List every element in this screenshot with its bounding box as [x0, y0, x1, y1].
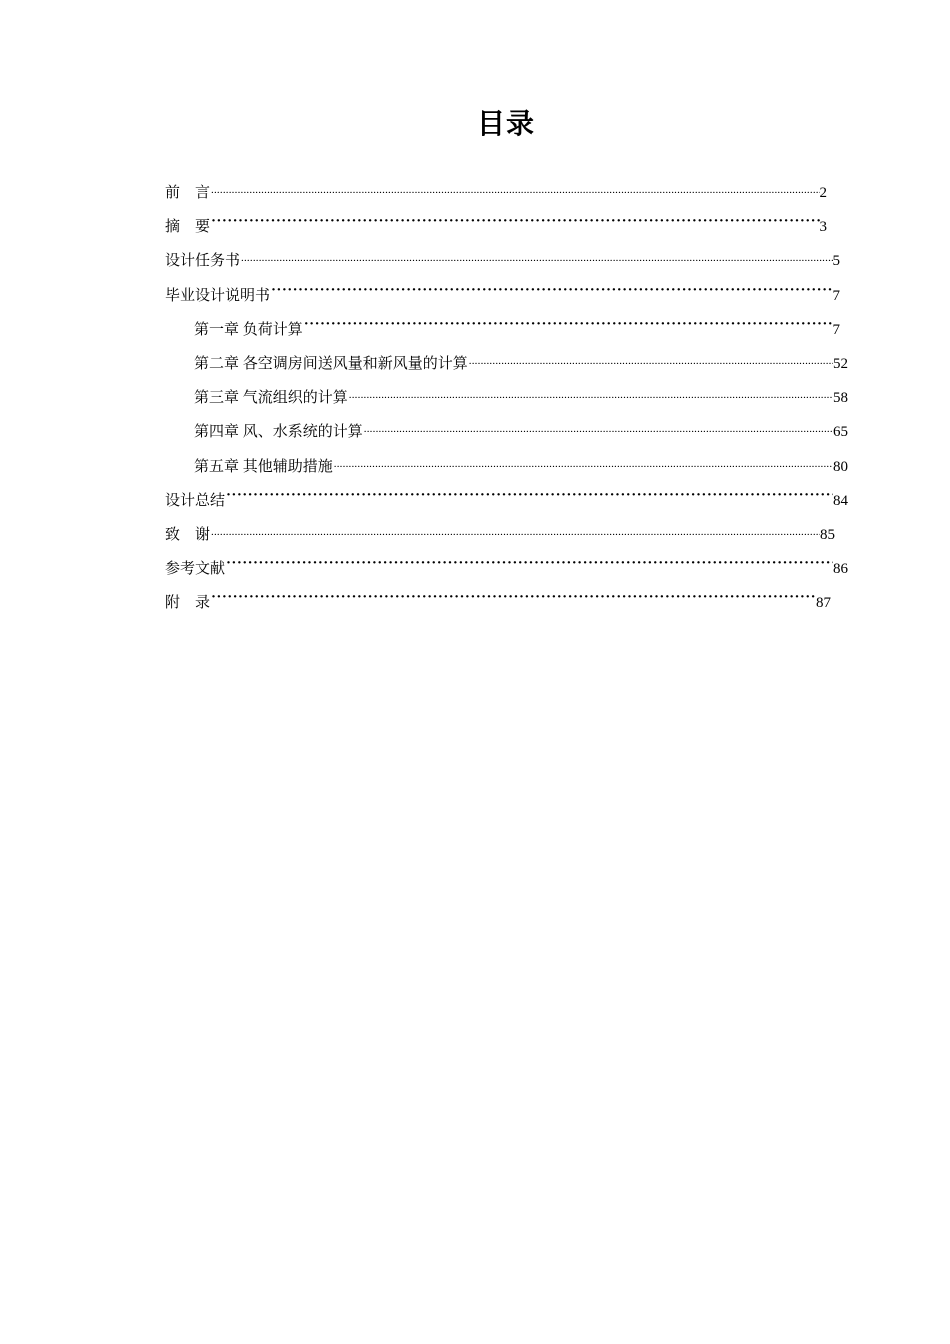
toc-entry[interactable] [165, 175, 827, 201]
toc-leader [225, 483, 833, 505]
toc-entry-page: 84 [833, 493, 848, 509]
toc-entry-page: 86 [833, 561, 848, 577]
toc-entry-page: 80 [833, 459, 848, 475]
toc-leader [225, 551, 833, 573]
toc-entry-label: 第二章 各空调房间送风量和新风量的计算 [194, 356, 468, 372]
toc-leader [303, 312, 833, 334]
toc-entry[interactable] [165, 517, 835, 543]
toc-entry-label: 设计任务书 [165, 253, 241, 269]
toc-entry-page: 65 [833, 424, 848, 440]
toc-entry[interactable] [194, 312, 840, 338]
toc-entry-label: 设计总结 [165, 493, 226, 509]
toc-entry-page: 3 [819, 219, 827, 235]
toc-entry-page: 85 [820, 527, 835, 543]
toc-leader [363, 414, 833, 436]
toc-leader [468, 346, 833, 368]
toc-entry-label: 第四章 风、水系统的计算 [194, 424, 363, 440]
toc-entry[interactable] [194, 449, 848, 475]
toc-leader [240, 243, 832, 265]
toc-entry[interactable] [165, 585, 831, 611]
toc-entry[interactable] [194, 380, 848, 406]
toc-entry-label: 附 录 [165, 595, 211, 611]
toc-entry-label: 毕业设计说明书 [165, 288, 271, 304]
toc-entry-label: 前 言 [165, 185, 211, 201]
toc-entry-page: 87 [816, 595, 831, 611]
toc-entry-label: 摘 要 [165, 219, 211, 235]
toc-entry[interactable] [165, 483, 848, 509]
toc-leader [333, 449, 833, 471]
toc-entry-page: 52 [833, 356, 848, 372]
toc-entry[interactable] [165, 551, 848, 577]
toc-entry-page: 5 [832, 253, 840, 269]
toc-entry-label: 第五章 其他辅助措施 [194, 459, 333, 475]
toc-leader [210, 175, 819, 197]
toc-leader [270, 278, 832, 300]
toc-entry-page: 7 [832, 288, 840, 304]
toc-entry-label: 第一章 负荷计算 [194, 322, 303, 338]
toc-title: 目录 [476, 107, 535, 140]
toc-leader [210, 209, 819, 231]
toc-leader [348, 380, 833, 402]
toc-entry[interactable] [165, 243, 840, 269]
toc-entry-page: 58 [833, 390, 848, 406]
toc-entry-page: 7 [832, 322, 840, 338]
toc-entry-page: 2 [819, 185, 827, 201]
toc-entry[interactable] [165, 278, 840, 304]
toc-leader [210, 585, 816, 607]
toc-entry[interactable] [194, 346, 848, 372]
toc-entry[interactable] [165, 209, 827, 235]
toc-leader [210, 517, 820, 539]
toc-entry[interactable] [194, 414, 848, 440]
toc-entry-label: 第三章 气流组织的计算 [194, 390, 348, 406]
toc-entry-label: 致 谢 [165, 527, 211, 543]
toc-entry-label: 参考文献 [165, 561, 226, 577]
